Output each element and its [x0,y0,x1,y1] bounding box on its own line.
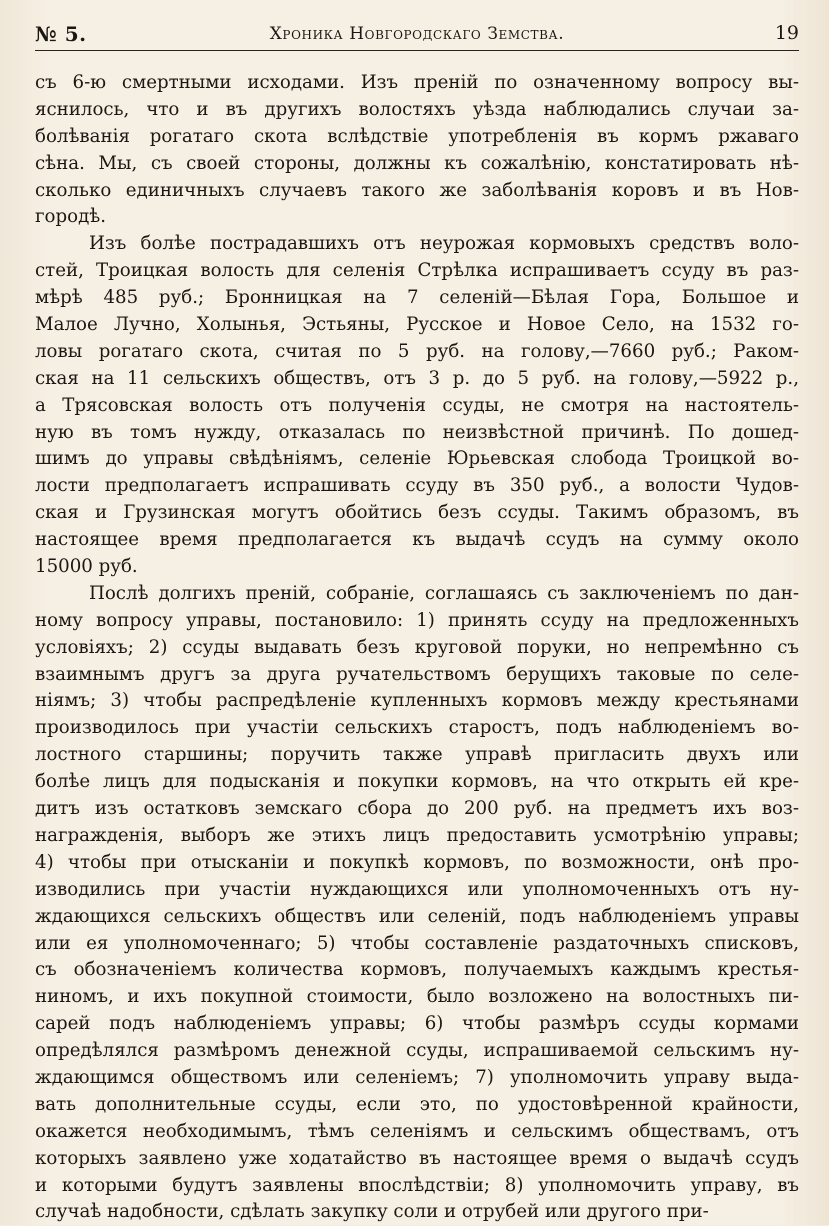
text-line: дитъ изъ остатковъ земскаго сбора до 200 руб. на предметъ ихъ воз- [35,798,799,820]
text-line: Изъ болѣе пострадавшихъ отъ неурожая кормовыхъ средствъ воло- [89,233,799,255]
paragraph [35,70,799,231]
text-line: лостного старшины; поручить также управѣ пригласить двухъ или [35,744,799,766]
text-line: яснилось, что и въ другихъ волостяхъ уѣзда наблюдались случаи за- [35,98,799,120]
text-line: болѣванія рогатаго скота вслѣдствіе употребленія въ кормъ ржаваго [35,125,799,147]
text-line: стей, Троицкая волость для селенія Стрѣлка испрашиваетъ ссуду въ раз- [35,260,799,282]
paragraph [35,581,799,1226]
text-line: награжденія, выборъ же этихъ лицъ предоставить усмотрѣнію управы; [35,824,799,846]
text-line: сколько единичныхъ случаевъ такого же заболѣванія коровъ и въ Нов- [35,179,799,201]
text-line: лости предполагаетъ испрашивать ссуду въ 350 руб., а волости Чудов- [35,475,799,497]
header-rule [35,50,799,51]
text-line: съ 6-ю смертными исходами. Изъ преній по означенному вопросу вы- [35,72,799,93]
text-line: условіяхъ; 2) ссуды выдавать безъ круговой поруки, но непремѣнно съ [35,636,799,658]
text-line: 4) чтобы при отысканіи и покупкѣ кормовъ, по возможности, онѣ про- [35,851,799,873]
text-line: съ обозначеніемъ количества кормовъ, получаемыхъ каждымъ крестья- [35,959,799,981]
text-line: ловы рогатаго скота, считая по 5 руб. на голову,—7660 руб.; Раком- [35,340,799,362]
text-line: сарей подъ наблюденіемъ управы; 6) чтобы размѣръ ссуды кормами [35,1013,799,1035]
text-line: мѣрѣ 485 руб.; Бронницкая на 7 селеній—Бѣлая Гора, Большое и [35,287,799,309]
text-line: ская на 11 сельскихъ обществъ, отъ 3 р. до 5 руб. на голову,—5922 р., [35,367,799,389]
text-line: вать дополнительные ссуды, если это, по удостовѣренной крайности, [35,1093,799,1115]
text-line: изводились при участіи нуждающихся или уполномоченныхъ отъ ну- [35,878,799,900]
text-line: ниномъ, и ихъ покупной стоимости, было возложено на волостныхъ пи- [35,986,799,1008]
text-line: окажется необходимымъ, тѣмъ селеніямъ и сельскимъ обществамъ, отъ [35,1120,799,1142]
text-line: болѣе лицъ для подысканія и покупки кормовъ, на что открыть ей кре- [35,771,799,793]
text-line: ніямъ; 3) чтобы распредѣленіе купленныхъ кормовъ между крестьянами [35,690,799,712]
text-line: Малое Лучно, Холынья, Эстьяны, Русское и Новое Село, на 1532 го- [35,314,799,336]
text-line: случаѣ надобности, сдѣлать закупку соли и отрубей или другого при- [35,1201,709,1223]
running-header [35,20,799,50]
text-line: ждающимся обществомъ или селеніемъ; 7) уполномочить управу выда- [35,1066,799,1088]
journal-title: Хроника Новгородскаго Земства. [269,24,565,44]
paragraph [35,231,799,581]
text-line: 15000 руб. [35,556,138,578]
text-line: и которыми будутъ заявлены впослѣдствіи; 8) уполномочить управу, въ [35,1174,799,1196]
text-line: ную въ томъ нужду, отказалась по неизвѣстной причинѣ. По дошед- [35,421,799,443]
text-line: шимъ до управы свѣдѣніямъ, селеніе Юрьевская слобода Троицкой во- [35,448,799,470]
text-line: ному вопросу управы, постановило: 1) принять ссуду на предложенныхъ [35,609,799,631]
text-line: а Трясовская волость отъ полученія ссуды, не смотря на настоятель- [35,394,799,416]
text-line: ская и Грузинская могутъ обойтись безъ ссуды. Такимъ образомъ, въ [35,502,799,524]
text-line: опредѣлялся размѣромъ денежной ссуды, испрашиваемой сельскимъ ну- [35,1040,799,1062]
text-line: городѣ. [35,206,107,228]
page-body-text [35,70,799,1226]
text-line: производилось при участіи сельскихъ старостъ, подъ наблюденіемъ во- [35,717,799,739]
text-line: ждающихся сельскихъ обществъ или селеній, подъ наблюденіемъ управы [35,905,799,927]
text-line: настоящее время предполагается къ выдачѣ ссудъ на сумму около [35,529,799,551]
text-line: или ея уполномоченнаго; 5) чтобы составленіе раздаточныхъ списковъ, [35,932,799,954]
page-number: 19 [774,22,799,44]
text-line: сѣна. Мы, съ своей стороны, должны къ сожалѣнію, констатировать нѣ- [35,152,799,174]
text-line: которыхъ заявлено уже ходатайство въ настоящее время о выдачѣ ссудъ [35,1147,799,1169]
issue-number: № 5. [35,22,87,46]
text-line: Послѣ долгихъ преній, собраніе, соглашаясь съ заключеніемъ по дан- [89,582,799,604]
text-line: взаимнымъ другъ за друга ручательствомъ берущихъ таковые по селе- [35,663,799,685]
